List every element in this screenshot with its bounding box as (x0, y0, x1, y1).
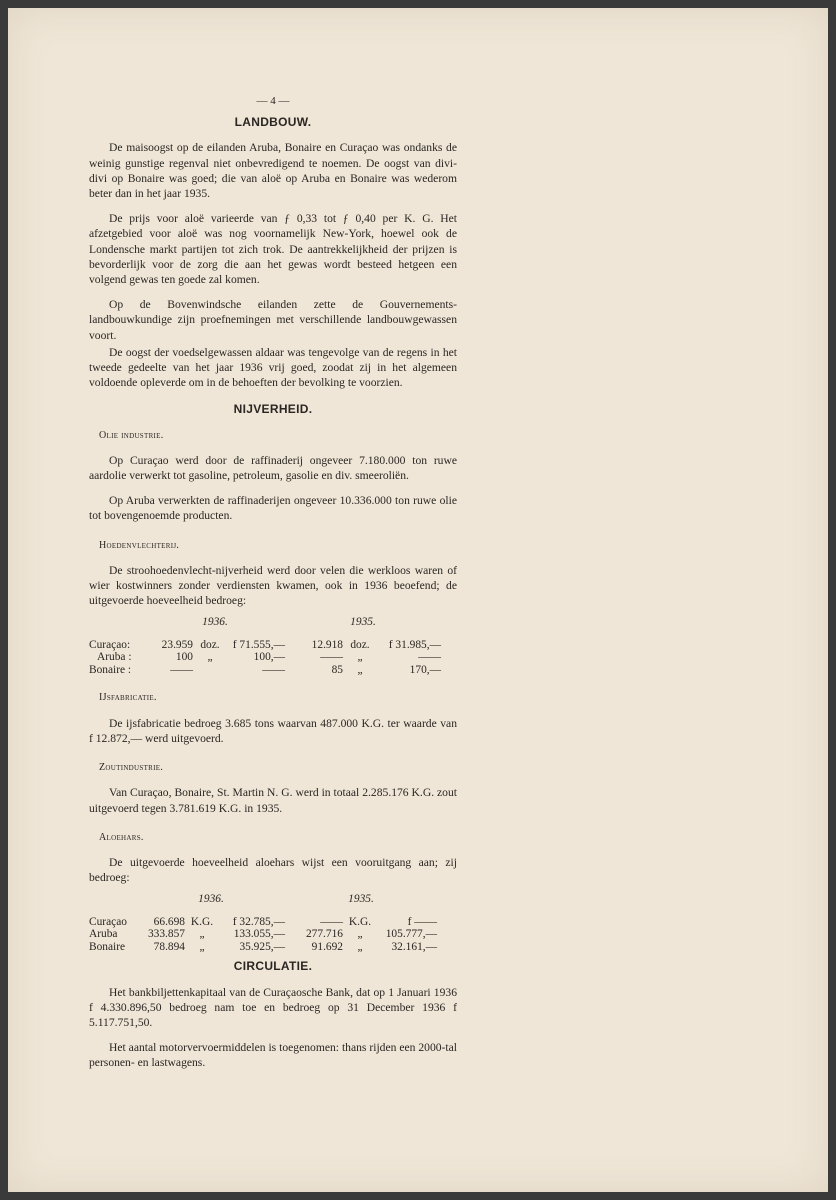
value-1935: f —— (407, 915, 437, 928)
value-1936: 35.925,— (239, 940, 285, 953)
row-label: Bonaire (89, 940, 126, 953)
value-1936: 133.055,— (233, 928, 285, 941)
quantity-1935: 277.716 (305, 928, 343, 941)
table-header-row (89, 893, 437, 916)
table-row (89, 639, 441, 652)
circulatie-paragraph-1: Het bankbiljettenkapitaal van de Curaçaosche Bank, dat op 1 Januari 1936 f 4.330.896,50 bedroeg nam toe en bedroeg op 31 December 1936 f 5.117.751,50. (89, 985, 457, 1029)
olie-paragraph-1: Op Curaçao werd door de raffinaderij ongeveer 7.180.000 ton ruwe aardolie verwerkt tot gasoline, petroleum, gasolie en div. smeeroliën. (89, 453, 457, 483)
aloe-paragraph: De uitgevoerde hoeveelheid aloehars wijst een vooruitgang aan; zij bedroeg: (89, 855, 457, 885)
quantity-1936: —— (170, 663, 193, 676)
subheading-ijsfabricatie: IJsfabricatie. (99, 692, 157, 704)
quantity-1935: 91.692 (311, 940, 343, 953)
hoeden-paragraph: De stroohoedenvlecht-nijverheid werd door velen die werkloos waren of wier kostwinners zonder verdiensten kwamen, ook in 1936 beoefend; de uitgevoerde hoeveelheid bedroeg: (89, 563, 457, 608)
table-row (89, 916, 437, 929)
hoeden-table (89, 616, 441, 676)
row-label: Aruba : (97, 651, 132, 664)
value-1936: —— (262, 663, 285, 676)
quantity-1935: —— (320, 915, 343, 928)
year-label-1935: 1935. (350, 616, 376, 629)
value-1935: 105.777,— (385, 928, 437, 941)
year-label-1936: 1936. (198, 893, 224, 906)
subheading-hoeden: Hoedenvlechterij. (99, 539, 180, 551)
subheading-olie: Olie industrie. (99, 429, 164, 441)
section-heading-nijverheid: NIJVERHEID. (233, 402, 313, 417)
quantity-1936: 23.959 (161, 638, 193, 651)
unit-1935: „ (357, 928, 363, 941)
value-1935: f 31.985,— (388, 638, 441, 651)
ijs-paragraph: De ijsfabricatie bedroeg 3.685 tons waarvan 487.000 K.G. ter waarde van f 12.872,— werd uitgevoerd. (89, 716, 457, 745)
olie-paragraph-2: Op Aruba verwerkten de raffinaderijen ongeveer 10.336.000 ton ruwe olie tot bovengenoemde producten. (89, 494, 457, 523)
section-heading-circulatie: CIRCULATIE. (233, 959, 313, 974)
value-1935: 170,— (409, 663, 441, 676)
landbouw-paragraph-1: De maisoogst op de eilanden Aruba, Bonaire en Curaçao was ondanks de weinig gunstige regenval niet onbevredigend te noemen. De oogst van divi-divi op Bonaire was goed; die van aloë op Aruba en Bonaire was wederom beter dan in het jaar 1935. (89, 141, 457, 201)
page-number: — 4 — (256, 95, 290, 107)
quantity-1935: 85 (331, 663, 343, 676)
landbouw-paragraph-4: De oogst der voedselgewassen aldaar was tengevolge van de regens in het tweede gedeelte van het jaar 1936 vrij goed, zoodat zij in het algemeen voldoende opleverde om in de behoeften der bevolking te voorzien. (89, 345, 457, 390)
unit-1935: „ (357, 651, 363, 664)
table-header-row (89, 616, 441, 639)
quantity-1936: 66.698 (153, 915, 185, 928)
section-heading-landbouw: LANDBOUW. (234, 115, 312, 130)
landbouw-paragraph-3: Op de Bovenwindsche eilanden zette de Gouvernements-landbouwkundige zijn proefnemingen met verschillende landbouwgewassen voort. (89, 298, 457, 342)
unit-1935: „ (357, 663, 363, 676)
value-1936: 100,— (253, 651, 285, 664)
unit-1936: doz. (200, 638, 220, 651)
value-1936: f 71.555,— (232, 638, 285, 651)
unit-1936: „ (207, 651, 213, 664)
value-1935: 32.161,— (391, 940, 437, 953)
unit-1936: K.G. (190, 915, 214, 928)
subheading-zout: Zoutindustrie. (99, 762, 164, 774)
zout-paragraph: Van Curaçao, Bonaire, St. Martin N. G. werd in totaal 2.285.176 K.G. zout uitgevoerd tegen 3.781.619 K.G. in 1935. (89, 786, 457, 815)
aloe-table (89, 893, 437, 953)
document-page (8, 8, 828, 1192)
row-label: Curaçao (89, 915, 127, 928)
subheading-aloehars: Aloehars. (99, 831, 144, 843)
unit-1935: K.G. (348, 915, 372, 928)
quantity-1936: 333.857 (147, 928, 185, 941)
value-1935: —— (418, 651, 441, 664)
table-row (89, 664, 441, 677)
quantity-1935: 12.918 (311, 638, 343, 651)
unit-1935: „ (357, 940, 363, 953)
quantity-1936: 78.894 (153, 940, 185, 953)
page-content (89, 94, 457, 1071)
year-label-1936: 1936. (202, 616, 228, 629)
circulatie-paragraph-2: Het aantal motorvervoermiddelen is toegenomen: thans rijden een 2000-tal personen- en lastwagens. (89, 1041, 457, 1070)
table-row (89, 941, 437, 954)
row-label: Bonaire : (89, 663, 132, 676)
unit-1936 (193, 664, 227, 677)
value-1936: f 32.785,— (232, 915, 285, 928)
table-row (89, 928, 437, 941)
landbouw-paragraph-2: De prijs voor aloë varieerde van ƒ 0,33 tot ƒ 0,40 per K. G. Het afzetgebied voor aloë was nog voornamelijk New-York, hoewel ook de Londensche markt partijen tot zich trok. De aantrekkelijkheid der prijzen is bevorderlijk voor de zorg die aan het gewas wordt besteed hetgeen een volgend gewas ten goede zal komen. (89, 212, 457, 287)
row-label: Curaçao: (89, 638, 131, 651)
quantity-1936: 100 (175, 651, 193, 664)
row-label: Aruba (89, 928, 118, 941)
year-label-1935: 1935. (348, 893, 374, 906)
quantity-1935: —— (320, 651, 343, 664)
unit-1936: „ (199, 928, 205, 941)
unit-1936: „ (199, 940, 205, 953)
table-row (89, 651, 441, 664)
unit-1935: doz. (350, 638, 370, 651)
